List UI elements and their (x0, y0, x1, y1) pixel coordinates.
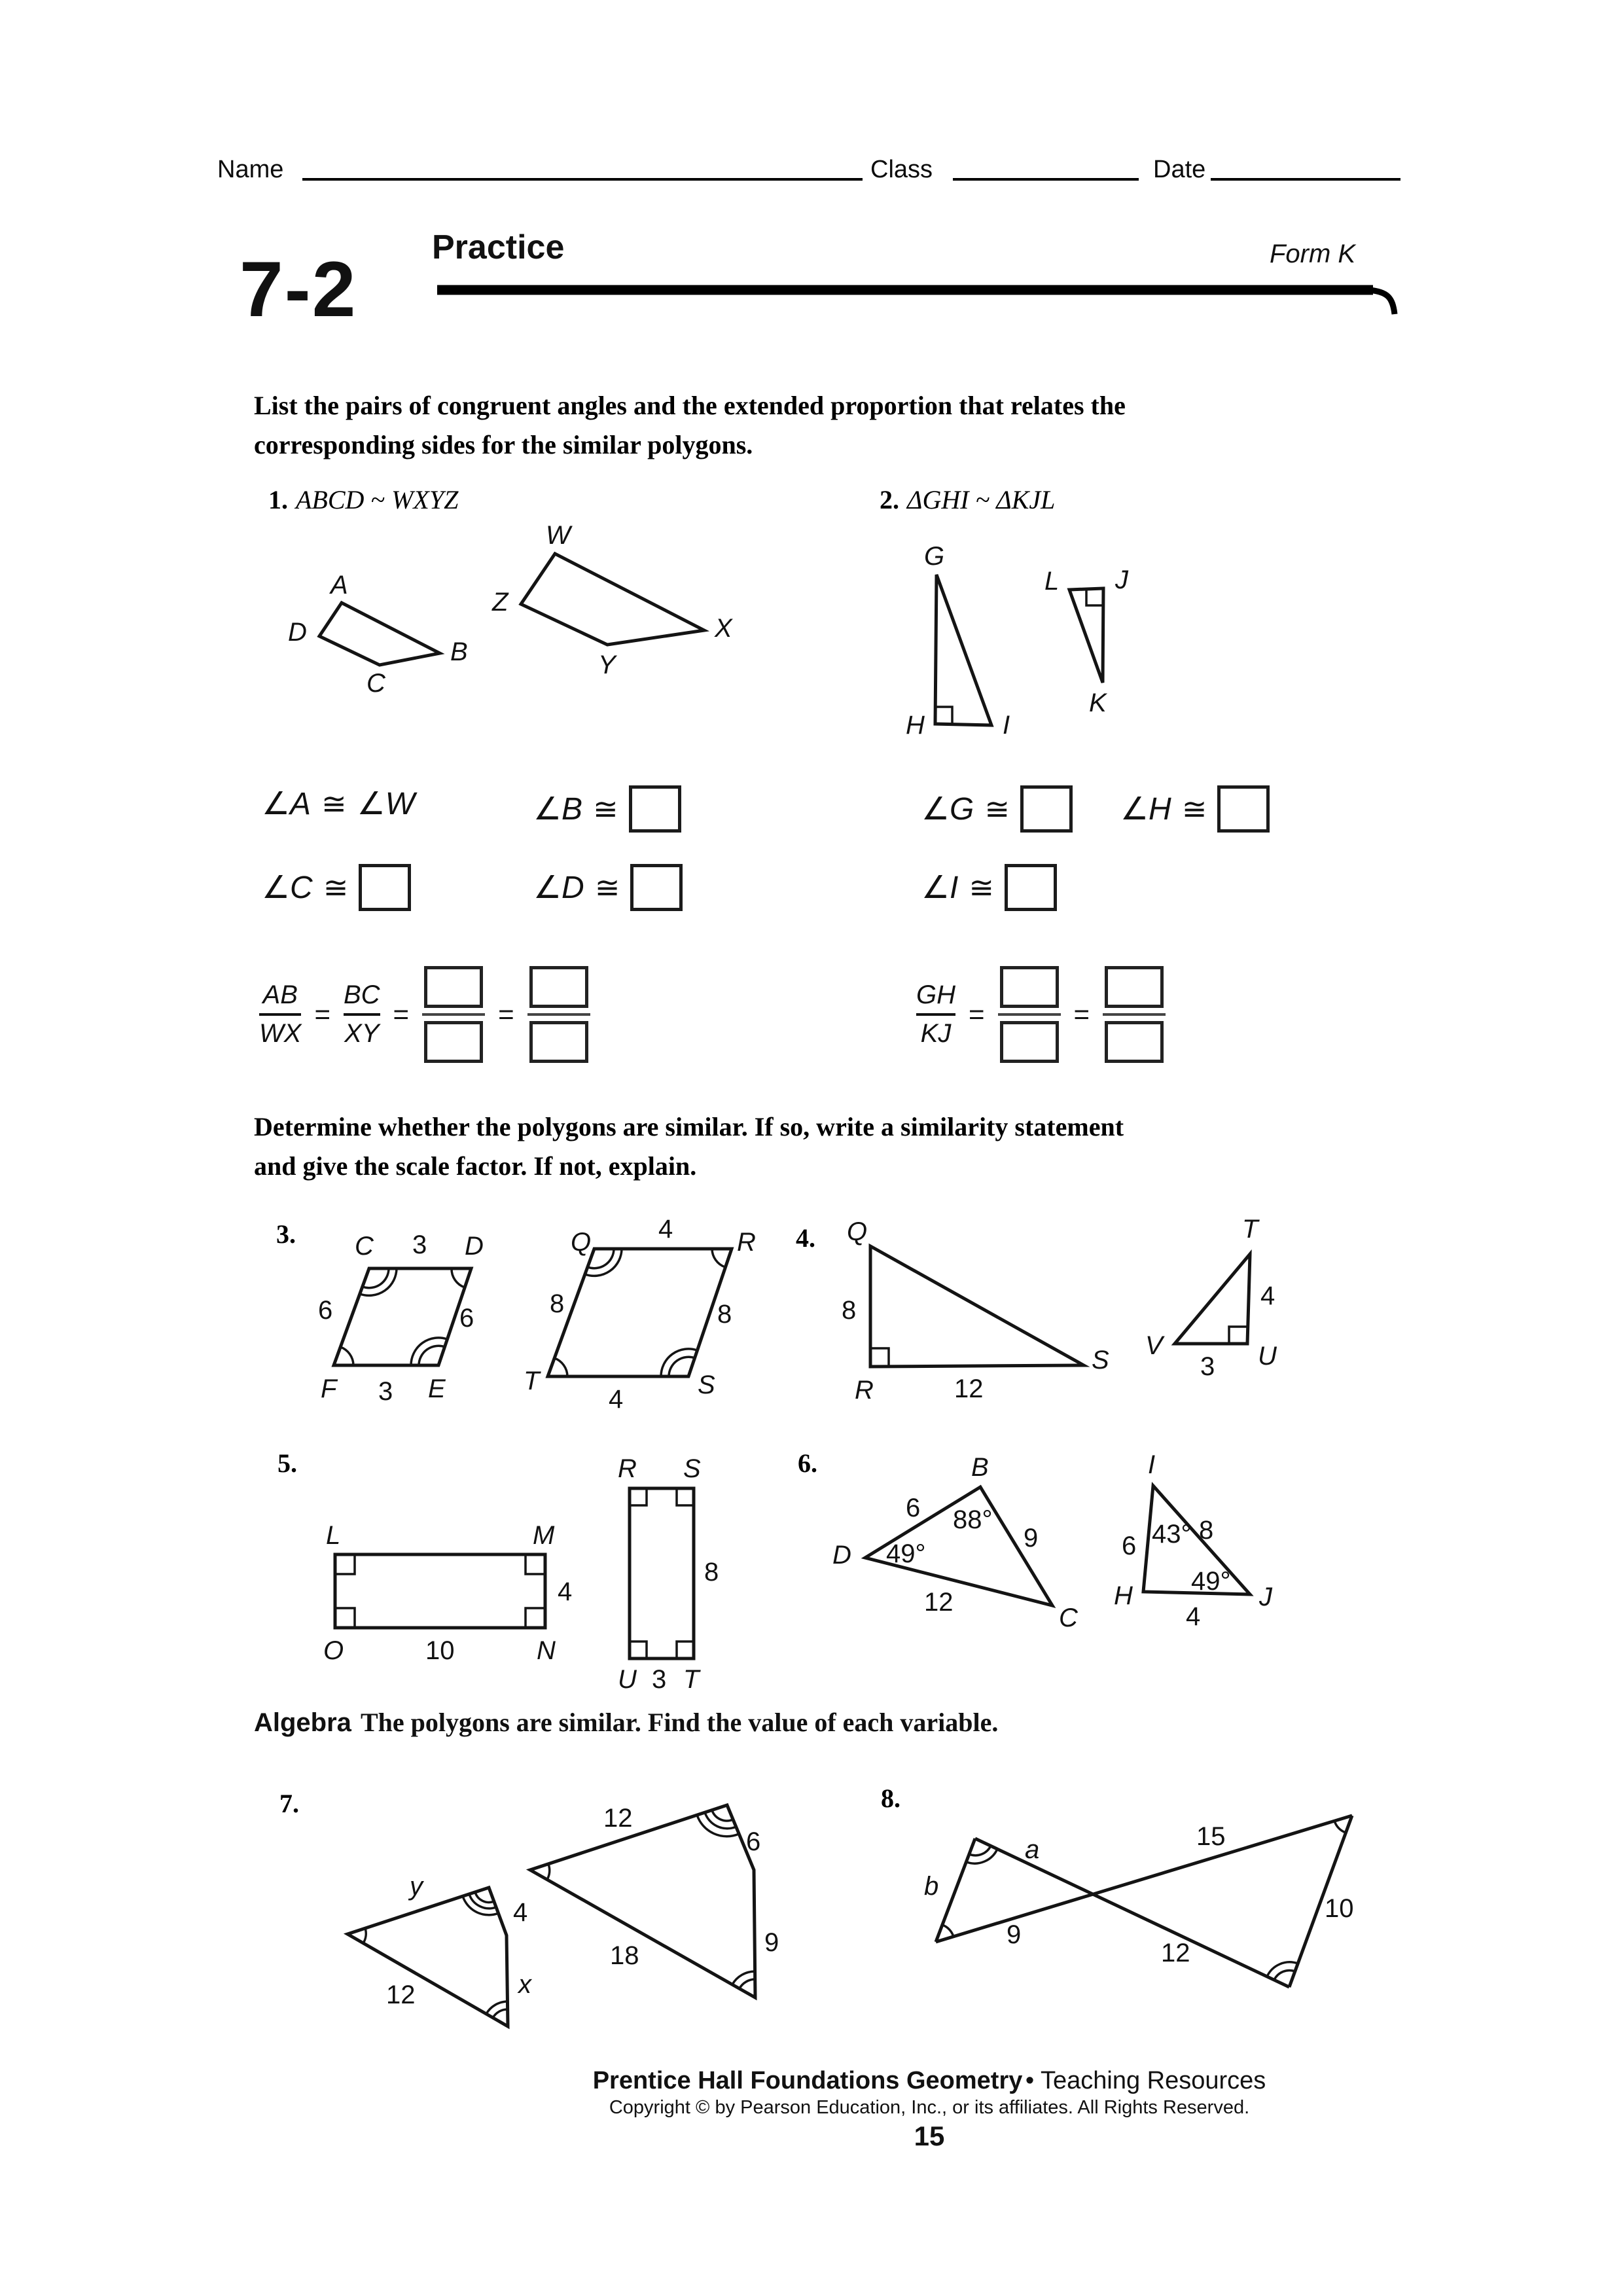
side-length-tu: 4 (1260, 1282, 1275, 1310)
fraction-denominator: KJ (920, 1019, 952, 1048)
date-blank[interactable] (1211, 178, 1400, 181)
congruent-symbol: ≅ (323, 870, 349, 905)
vertex-label-h: H (1114, 1581, 1133, 1610)
congruence-d (533, 864, 683, 911)
answer-box-frac-3n[interactable] (1000, 966, 1059, 1008)
fraction-blank-1 (422, 966, 485, 1063)
vertex-label-d: D (288, 618, 307, 647)
congruent-symbol: ≅ (594, 870, 620, 905)
fraction-ab-wx (259, 980, 301, 1049)
side-length-qr: 4 (658, 1215, 673, 1244)
problem-6-number: 6. (798, 1448, 817, 1478)
answer-box-angle-d[interactable] (630, 864, 683, 911)
side-variable-a: a (1025, 1835, 1040, 1864)
form-label: Form K (1270, 240, 1356, 268)
side-length-cd: 3 (412, 1230, 427, 1259)
equals-sign: = (969, 999, 985, 1030)
side-length-st: 8 (704, 1558, 719, 1587)
vertex-label-b: B (971, 1453, 989, 1482)
angle-h: ∠H (1120, 792, 1171, 827)
footer-copyright: Copyright © by Pearson Education, Inc., or its affiliates. All Rights Reserved. (609, 2097, 1250, 2118)
vertex-label-b: B (450, 637, 468, 666)
figure-5-drawing (314, 1453, 733, 1689)
vertex-label-s: S (698, 1371, 715, 1399)
answer-box-angle-c[interactable] (359, 864, 411, 911)
side-length-9: 9 (764, 1928, 779, 1957)
triangle-qrs (870, 1246, 1084, 1367)
triangle-tuv (1175, 1254, 1250, 1344)
side-length-10: 10 (1325, 1894, 1354, 1923)
side-length-ts: 4 (609, 1385, 624, 1414)
fraction-numerator: GH (916, 980, 955, 1009)
vertex-label-l: L (1044, 567, 1060, 596)
vertex-label-v: V (1145, 1331, 1163, 1360)
angle-b: ∠B (533, 792, 583, 827)
page-title: Practice (432, 228, 565, 266)
equals-sign: = (498, 999, 514, 1030)
name-blank[interactable] (302, 178, 863, 181)
fraction-blank-2 (527, 966, 590, 1063)
answer-box-angle-i[interactable] (1005, 864, 1057, 911)
figure-1-drawing (281, 517, 740, 694)
side-length-vu: 3 (1200, 1352, 1215, 1381)
fraction-bc-xy (344, 980, 380, 1049)
parallelogram-cdef (334, 1268, 471, 1365)
instructions-1-line2: corresponding sides for the similar polygons. (254, 430, 753, 459)
problem-8-number: 8. (881, 1784, 901, 1813)
side-length-fe: 3 (378, 1377, 393, 1406)
vertex-label-t: T (683, 1665, 700, 1694)
congruence-i (921, 864, 1057, 911)
class-blank[interactable] (953, 178, 1139, 181)
right-angle-mark-r (870, 1348, 889, 1367)
page-number: 15 (914, 2121, 945, 2151)
instructions-1 (254, 386, 1126, 465)
problem-4-number: 4. (796, 1223, 815, 1253)
vertex-label-h: H (906, 711, 925, 740)
congruent-symbol: ≅ (984, 792, 1010, 826)
cross-line-2 (975, 1839, 1289, 1987)
vertex-label-z: Z (492, 588, 508, 617)
right-angle-mark-j (1086, 588, 1103, 605)
side-length-hi: 6 (1122, 1532, 1137, 1560)
side-length-12-small: 12 (386, 1981, 416, 2009)
side-length-18: 18 (610, 1941, 639, 1970)
answer-box-angle-g[interactable] (1020, 785, 1073, 833)
angle-d: ∠D (533, 870, 584, 905)
quad-wxyz (521, 554, 704, 645)
side-length-ut: 3 (652, 1665, 667, 1694)
fraction-gh-kj (916, 980, 955, 1049)
equals-sign: = (1073, 999, 1090, 1030)
date-label: Date (1153, 156, 1206, 183)
side-length-mn: 4 (558, 1577, 573, 1606)
fraction-blank-4 (1103, 966, 1166, 1063)
congruent-symbol: ≅ (593, 792, 618, 826)
problem-1-number: 1. (268, 485, 288, 514)
problem-2-statement: ΔGHI ~ ΔKJL (907, 485, 1056, 514)
congruence-b (533, 785, 681, 833)
side-length-15: 15 (1196, 1822, 1226, 1851)
vertex-label-l: L (326, 1521, 341, 1550)
instructions-2 (254, 1107, 1124, 1186)
instructions-2-line1: Determine whether the polygons are similar. If so, write a similarity statement (254, 1112, 1124, 1141)
problem-1-statement: ABCD ~ WXYZ (296, 485, 459, 514)
vertex-label-t: T (1242, 1215, 1258, 1244)
side-length-4: 4 (513, 1898, 528, 1927)
vertex-label-d: D (465, 1232, 484, 1261)
footer-series-line (255, 2067, 1603, 2095)
vertex-label-c: C (355, 1232, 374, 1261)
vertex-label-u: U (618, 1665, 637, 1694)
rectangle-lmno (335, 1554, 545, 1628)
parallelogram-qrst (548, 1249, 732, 1376)
vertex-label-y: Y (598, 651, 616, 679)
vertex-label-q: Q (847, 1217, 868, 1246)
answer-box-frac-3d[interactable] (1000, 1021, 1059, 1063)
figure-7-drawing (275, 1793, 812, 2042)
side-length-6: 6 (746, 1827, 761, 1856)
answer-box-frac-2n[interactable] (529, 966, 588, 1008)
fraction-numerator: AB (262, 980, 298, 1009)
vertex-label-o: O (323, 1636, 344, 1665)
right-angle-mark-u (1229, 1327, 1247, 1344)
answer-box-frac-2d[interactable] (529, 1021, 588, 1063)
side-length-qr: 8 (842, 1296, 857, 1325)
side-variable-b: b (924, 1872, 939, 1901)
vertex-label-d: D (832, 1541, 851, 1570)
vertex-label-t: T (524, 1367, 540, 1395)
angle-w: ∠W (357, 787, 415, 821)
vertex-label-s: S (1092, 1346, 1109, 1374)
equals-sign: = (314, 999, 330, 1030)
vertex-label-n: N (537, 1636, 556, 1665)
side-length-ij: 8 (1199, 1516, 1214, 1545)
angle-measure-i: 43° (1152, 1520, 1192, 1549)
class-label: Class (870, 156, 933, 183)
congruent-symbol: ≅ (321, 787, 347, 821)
congruent-symbol: ≅ (1181, 792, 1207, 826)
angle-measure-j: 49° (1191, 1567, 1231, 1596)
fraction-numerator: BC (343, 980, 380, 1009)
problem-7-number: 7. (279, 1789, 299, 1818)
problem-2-number: 2. (880, 485, 899, 514)
problem-5-number: 5. (277, 1448, 297, 1478)
problem-2-header (880, 484, 1055, 515)
rectangle-rstu (630, 1488, 694, 1659)
fraction-denominator: WX (259, 1019, 302, 1048)
vertex-label-j: J (1259, 1583, 1272, 1611)
side-length-qt: 8 (550, 1289, 565, 1318)
algebra-text: The polygons are similar. Find the value of each variable. (360, 1708, 999, 1737)
instructions-1-line1: List the pairs of congruent angles and the extended proportion that relates the (254, 391, 1126, 420)
triangle-ghi (935, 575, 991, 725)
side-length-hj: 4 (1186, 1602, 1201, 1631)
vertex-label-x: X (715, 614, 732, 643)
vertex-label-f: F (321, 1374, 337, 1403)
side-variable-y: y (410, 1872, 423, 1901)
angle-measure-d: 49° (886, 1539, 926, 1568)
title-rule (425, 275, 1407, 334)
congruence-a-w (262, 785, 415, 822)
name-label: Name (217, 156, 284, 183)
vertex-label-c: C (366, 669, 385, 698)
proportion-2 (916, 966, 1166, 1063)
side-length-bc: 9 (1024, 1524, 1039, 1552)
side-length-rs: 12 (954, 1374, 984, 1403)
angle-i: ∠I (921, 870, 959, 905)
quad-abcd (319, 603, 440, 665)
congruence-g (921, 785, 1073, 833)
vertex-label-k: K (1089, 689, 1107, 717)
answer-box-angle-b[interactable] (629, 785, 681, 833)
vertex-label-q: Q (571, 1228, 592, 1257)
footer-series-bold: Prentice Hall Foundations Geometry (592, 2067, 1023, 2094)
vertex-label-i: I (1003, 711, 1010, 740)
answer-box-frac-4d[interactable] (1105, 1021, 1164, 1063)
side-length-db: 6 (906, 1494, 921, 1522)
vertex-label-a: A (330, 571, 348, 600)
vertex-label-j: J (1115, 565, 1128, 594)
equals-sign: = (393, 999, 410, 1030)
angle-measure-b: 88° (953, 1505, 993, 1534)
vertex-label-r: R (855, 1376, 874, 1405)
algebra-label: Algebra (254, 1708, 351, 1737)
answer-box-frac-4n[interactable] (1105, 966, 1164, 1008)
vertex-label-i: I (1148, 1450, 1156, 1479)
side-length-12-large: 12 (603, 1804, 633, 1833)
congruence-c (262, 864, 411, 911)
vertex-label-c: C (1059, 1604, 1078, 1632)
side-b (936, 1839, 975, 1942)
problem-3-number: 3. (276, 1219, 296, 1249)
instructions-2-line2: and give the scale factor. If not, explain. (254, 1151, 697, 1181)
lesson-number: 7-2 (240, 245, 357, 333)
side-length-dc: 12 (924, 1588, 954, 1617)
side-length-rs: 8 (717, 1300, 732, 1329)
vertex-label-e: E (428, 1374, 446, 1403)
proportion-1 (259, 966, 590, 1063)
vertex-label-m: M (533, 1521, 555, 1550)
footer-series-rest: • Teaching Resources (1025, 2067, 1266, 2094)
angle-c: ∠C (262, 870, 313, 905)
vertex-label-r: R (737, 1228, 756, 1257)
side-length-9: 9 (1007, 1920, 1022, 1949)
instructions-3 (254, 1707, 998, 1738)
side-length-on: 10 (425, 1636, 455, 1665)
fraction-blank-3 (998, 966, 1061, 1063)
vertex-label-r: R (618, 1454, 637, 1483)
side-variable-x: x (518, 1970, 531, 1999)
answer-box-frac-1d[interactable] (424, 1021, 483, 1063)
right-angle-mark-h (935, 707, 952, 724)
problem-1-header (268, 484, 458, 515)
vertex-label-s: S (683, 1454, 701, 1483)
vertex-label-u: U (1258, 1342, 1277, 1371)
angle-a: ∠A (262, 787, 312, 821)
congruence-h (1120, 785, 1270, 833)
figure-8-drawing (916, 1793, 1387, 2016)
side-length-12: 12 (1161, 1939, 1190, 1967)
angle-g: ∠G (921, 792, 974, 827)
vertex-label-w: W (546, 521, 571, 550)
fraction-denominator: XY (344, 1019, 380, 1048)
side-length-de: 6 (459, 1304, 474, 1333)
congruent-symbol: ≅ (969, 870, 994, 905)
answer-box-frac-1n[interactable] (424, 966, 483, 1008)
quad-large (530, 1805, 755, 1998)
vertex-label-g: G (924, 542, 945, 571)
cross-line-1 (936, 1816, 1352, 1942)
answer-box-angle-h[interactable] (1217, 785, 1270, 833)
side-length-cf: 6 (318, 1296, 333, 1325)
figure-4-drawing (825, 1217, 1309, 1394)
